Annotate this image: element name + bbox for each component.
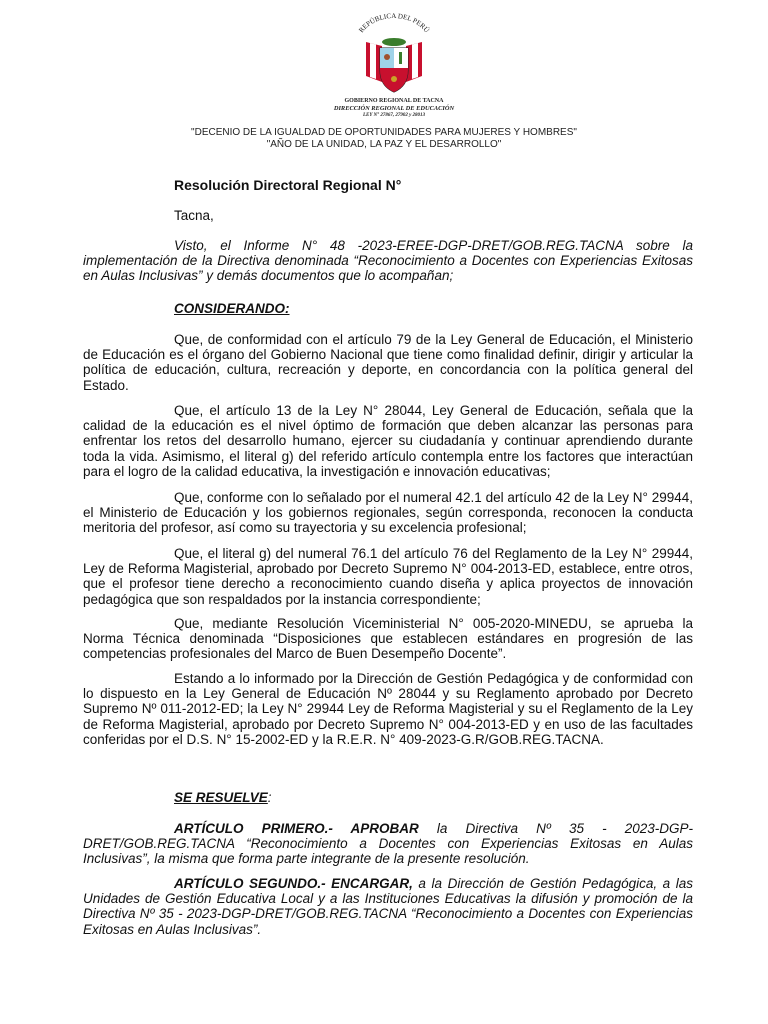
svg-text:REPÚBLICA DEL PERÚ bbox=[357, 12, 430, 34]
seal-arc-text: REPÚBLICA DEL PERÚ bbox=[357, 12, 431, 35]
considerando-paragraph: Que, el literal g) del numeral 76.1 del artículo 76 del Reglamento de la Ley N° 29944, Ley de Reforma Magisterial, aprobado por Decreto Supremo N° 004-2013-ED, establece, entre otros, que el profesor tiene derecho a reconocimiento cuando diseña y aplica proyectos de innovación pedagógica que son respaldados por la instancia correspondiente; bbox=[83, 546, 693, 607]
articulo-primero-label: ARTÍCULO PRIMERO.- APROBAR bbox=[174, 821, 419, 836]
institution-line-3: LEY N° 27867, 27902 y 28013 bbox=[362, 113, 426, 118]
institution-line-1: GOBIERNO REGIONAL DE TACNA bbox=[344, 98, 444, 104]
place-line: Tacna, bbox=[174, 208, 214, 223]
resolution-title: Resolución Directoral Regional N° bbox=[174, 177, 402, 193]
resuelve-colon: : bbox=[267, 790, 272, 805]
articulo-primero-text: la Directiva Nº 35 - 2023-DGP-DRET/GOB.REG.TACNA “Reconocimiento a Docentes con Experiencias Exitosas en Aulas Inclusivas”, la misma que forma parte integrante de la presente resolución. bbox=[83, 821, 693, 867]
institution-seal bbox=[322, 12, 466, 120]
decade-slogan bbox=[0, 127, 768, 151]
considerando-paragraph: Que, conforme con lo señalado por el numeral 42.1 del artículo 42 de la Ley N° 29944, el Ministerio de Educación y los gobiernos regionales, según corresponda, reconocen la conducta meritoria del profesor, así como su trayectoria y su excelencia profesional; bbox=[83, 490, 693, 536]
articulo-segundo-label: ARTÍCULO SEGUNDO.- ENCARGAR, bbox=[174, 876, 413, 891]
visto-paragraph: Visto, el Informe N° 48 -2023-EREE-DGP-DRET/GOB.REG.TACNA sobre la implementación de la Directiva denominada “Reconocimiento a Docentes con Experiencias Exitosas en Aulas Inclusivas” y demás documentos que lo acompañan; bbox=[83, 238, 693, 284]
considerando-paragraph: Que, mediante Resolución Viceministerial N° 005-2020-MINEDU, se aprueba la Norma Técnica denominada “Disposiciones que establecen estándares en progresión de las competencias profesionales del Marco de Buen Desempeño Docente”. bbox=[83, 616, 693, 662]
considerando-heading: CONSIDERANDO: bbox=[174, 301, 290, 316]
articulo-primero bbox=[83, 821, 693, 867]
resuelve-heading-text: SE RESUELVE bbox=[174, 790, 268, 805]
peru-coat-of-arms-icon bbox=[322, 12, 466, 102]
considerando-paragraph: Estando a lo informado por la Dirección de Gestión Pedagógica y de conformidad con lo dispuesto en la Ley General de Educación Nº 28044 y su Reglamento aprobado por Decreto Supremo Nº 011-2012-ED; la Ley N° 29944 Ley de Reforma Magisterial y su el Reglamento de la Ley de Reforma Magisterial, aprobado por Decreto Supremo N° 004-2013-ED y en uso de las facultades conferidas por el D.S. N° 15-2002-ED y la R.E.R. N° 409-2023-G.R/GOB.REG.TACNA. bbox=[83, 671, 693, 747]
considerando-paragraph: Que, el artículo 13 de la Ley N° 28044, Ley General de Educación, señala que la calidad de la educación es el nivel óptimo de formación que deben alcanzar las personas para enfrentar los retos del desarrollo humano, ejercer su ciudadanía y continuar aprendiendo durante toda la vida. Asimismo, el literal g) del referido artículo contempla entre los factores que interactúan para el logro de la calidad educativa, la investigación e innovación educativas; bbox=[83, 403, 693, 479]
resuelve-heading bbox=[174, 790, 272, 805]
considerando-paragraph: Que, de conformidad con el artículo 79 de la Ley General de Educación, el Ministerio de Educación es el órgano del Gobierno Nacional que tiene como finalidad definir, dirigir y articular la política de educación, cultura, recreación y deporte, en concordancia con la política general del Estado. bbox=[83, 332, 693, 393]
decade-line-2: "AÑO DE LA UNIDAD, LA PAZ Y EL DESARROLLO" bbox=[266, 139, 502, 150]
articulo-segundo bbox=[83, 876, 693, 937]
decade-line-1: "DECENIO DE LA IGUALDAD DE OPORTUNIDADES PARA MUJERES Y HOMBRES" bbox=[191, 127, 577, 138]
articulo-segundo-text: a la Dirección de Gestión Pedagógica, a las Unidades de Gestión Educativa Local y a las Instituciones Educativas la difusión y promoción de la Directiva Nº 35 - 2023-DGP-DRET/GOB.REG.TACNA “Reconocimiento a Docentes con Experiencias Exitosas en Aulas Inclusivas”. bbox=[83, 876, 693, 937]
institution-line-2: DIRECCIÓN REGIONAL DE EDUCACIÓN bbox=[333, 105, 455, 112]
